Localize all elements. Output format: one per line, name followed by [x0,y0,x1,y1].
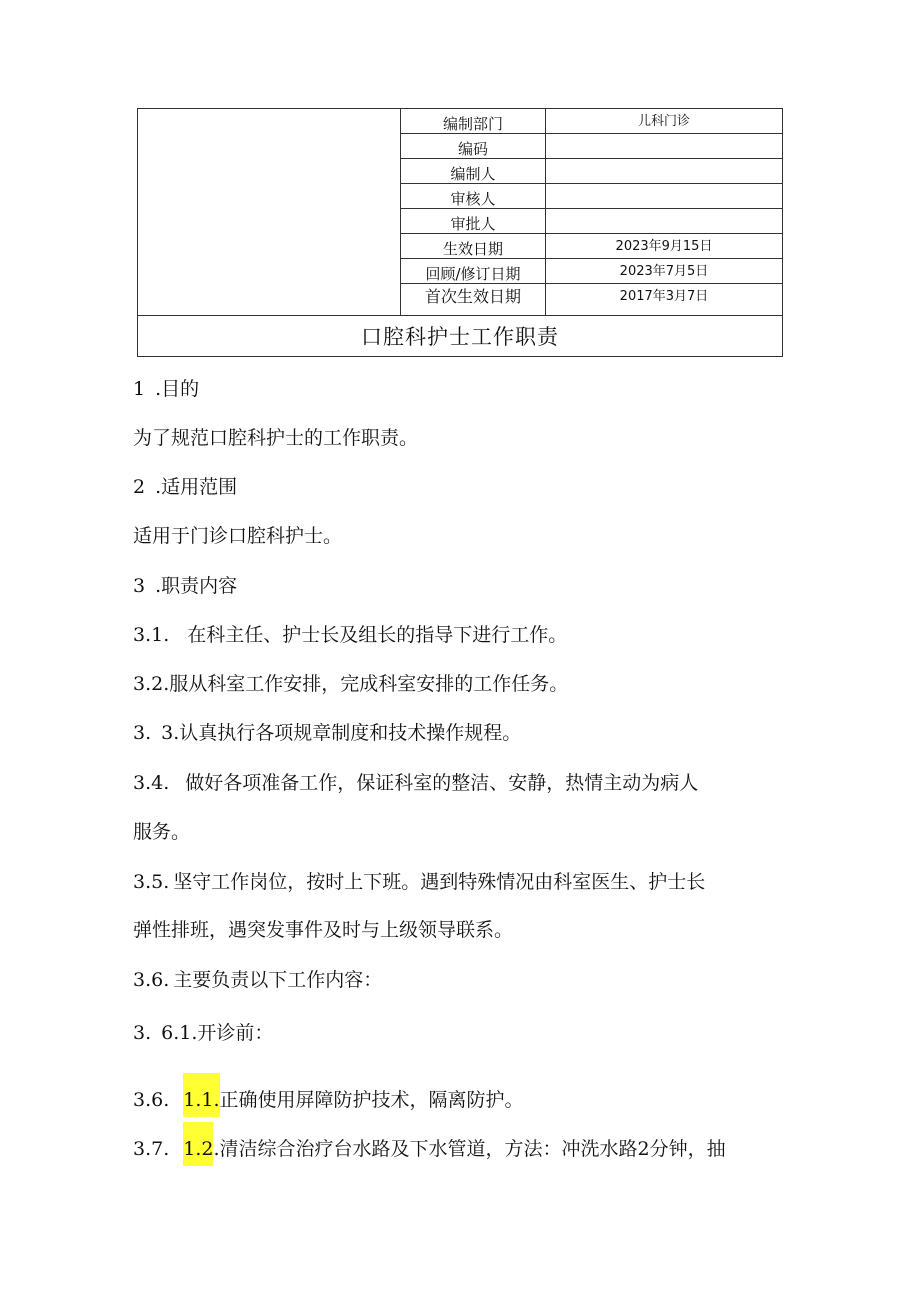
item-number: 3.4. [133,772,170,794]
item-text: 服从科室工作安排，完成科室安排的工作任务。 [169,673,569,695]
highlighted-number: 1.2 [183,1122,213,1166]
value-effective-date: 2023年9月15日 [615,239,713,254]
row-reviewer [401,184,782,209]
section-number: 2 [133,476,146,498]
item-text: 做好各项准备工作，保证科室的整洁、安静，热情主动为病人 [185,772,699,794]
label-first-effective-date: 首次生效日期 [401,284,546,315]
duty-item-3-3 [133,720,521,746]
section-scope-text: 适用于门诊口腔科护士。 [133,525,343,547]
label-approver: 审批人 [401,209,546,233]
label-effective-date: 生效日期 [401,234,546,258]
label-department: 编制部门 [401,109,546,133]
section-title: .目的 [155,378,200,400]
row-revision-date [401,259,782,284]
item-text: .清洁综合治疗台水路及下水管道，方法：冲洗水路2分钟，抽 [213,1138,726,1160]
section-purpose-heading [133,376,199,402]
item-text: 3.认真执行各项规章制度和技术操作规程。 [161,722,522,744]
document-control-table [137,108,783,357]
item-text: 6.1.开诊前： [161,1022,274,1044]
section-title: .适用范围 [155,476,238,498]
value-reviewer [546,184,782,208]
item-text: 坚守工作岗位，按时上下班。遇到特殊情况由科室医生、护士长 [173,871,706,893]
duty-item-3-7-1-2 [133,1136,726,1162]
value-code [546,134,782,158]
item-text: 在科主任、护士长及组长的指导下进行工作。 [187,624,568,646]
value-first-effective-date: 2017年3月7日 [619,289,709,304]
item-number: 3.6. [133,969,170,991]
value-department: 儿科门诊 [637,114,690,129]
item-number: 3.7. [133,1138,170,1160]
label-code: 编码 [401,134,546,158]
label-revision-date: 回顾/修订日期 [401,259,546,283]
item-number: 3.1. [133,624,170,646]
section-duties-heading [133,573,237,599]
highlighted-number: 1.1. [183,1073,219,1117]
section-purpose-text: 为了规范口腔科护士的工作职责。 [133,427,419,449]
label-reviewer: 审核人 [401,184,546,208]
duty-item-3-5 [133,869,705,895]
item-number: 3. [133,722,152,744]
duty-item-3-6 [133,967,382,993]
row-code [401,134,782,159]
duty-item-3-4 [133,770,698,796]
row-first-effective-date [401,284,782,315]
section-title: .职责内容 [155,575,238,597]
item-text: 主要负责以下工作内容： [173,969,383,991]
row-approver [401,209,782,234]
item-number: 3.2. [133,673,170,695]
section-number: 3 [133,575,146,597]
value-approver [546,209,782,233]
value-revision-date: 2023年7月5日 [619,264,709,279]
duty-item-3-2 [133,671,568,697]
item-number: 3. [133,1022,152,1044]
row-department [401,109,782,134]
section-number: 1 [133,378,146,400]
logo-cell [138,109,401,315]
label-author: 编制人 [401,159,546,183]
duty-item-3-5-continued: 弹性排班，遇突发事件及时与上级领导联系。 [133,919,514,941]
duty-item-3-6-1-1 [133,1087,524,1113]
section-scope-heading [133,474,237,500]
item-number: 3.5. [133,871,170,893]
duty-item-3-4-continued: 服务。 [133,821,191,843]
document-title: 口腔科护士工作职责 [138,315,782,356]
duty-item-3-1 [133,622,567,648]
item-number: 3.6. [133,1089,170,1111]
item-text: 正确使用屏障防护技术，隔离防护。 [219,1089,524,1111]
row-effective-date [401,234,782,259]
value-author [546,159,782,183]
row-author [401,159,782,184]
duty-item-3-6-1 [133,1020,273,1046]
